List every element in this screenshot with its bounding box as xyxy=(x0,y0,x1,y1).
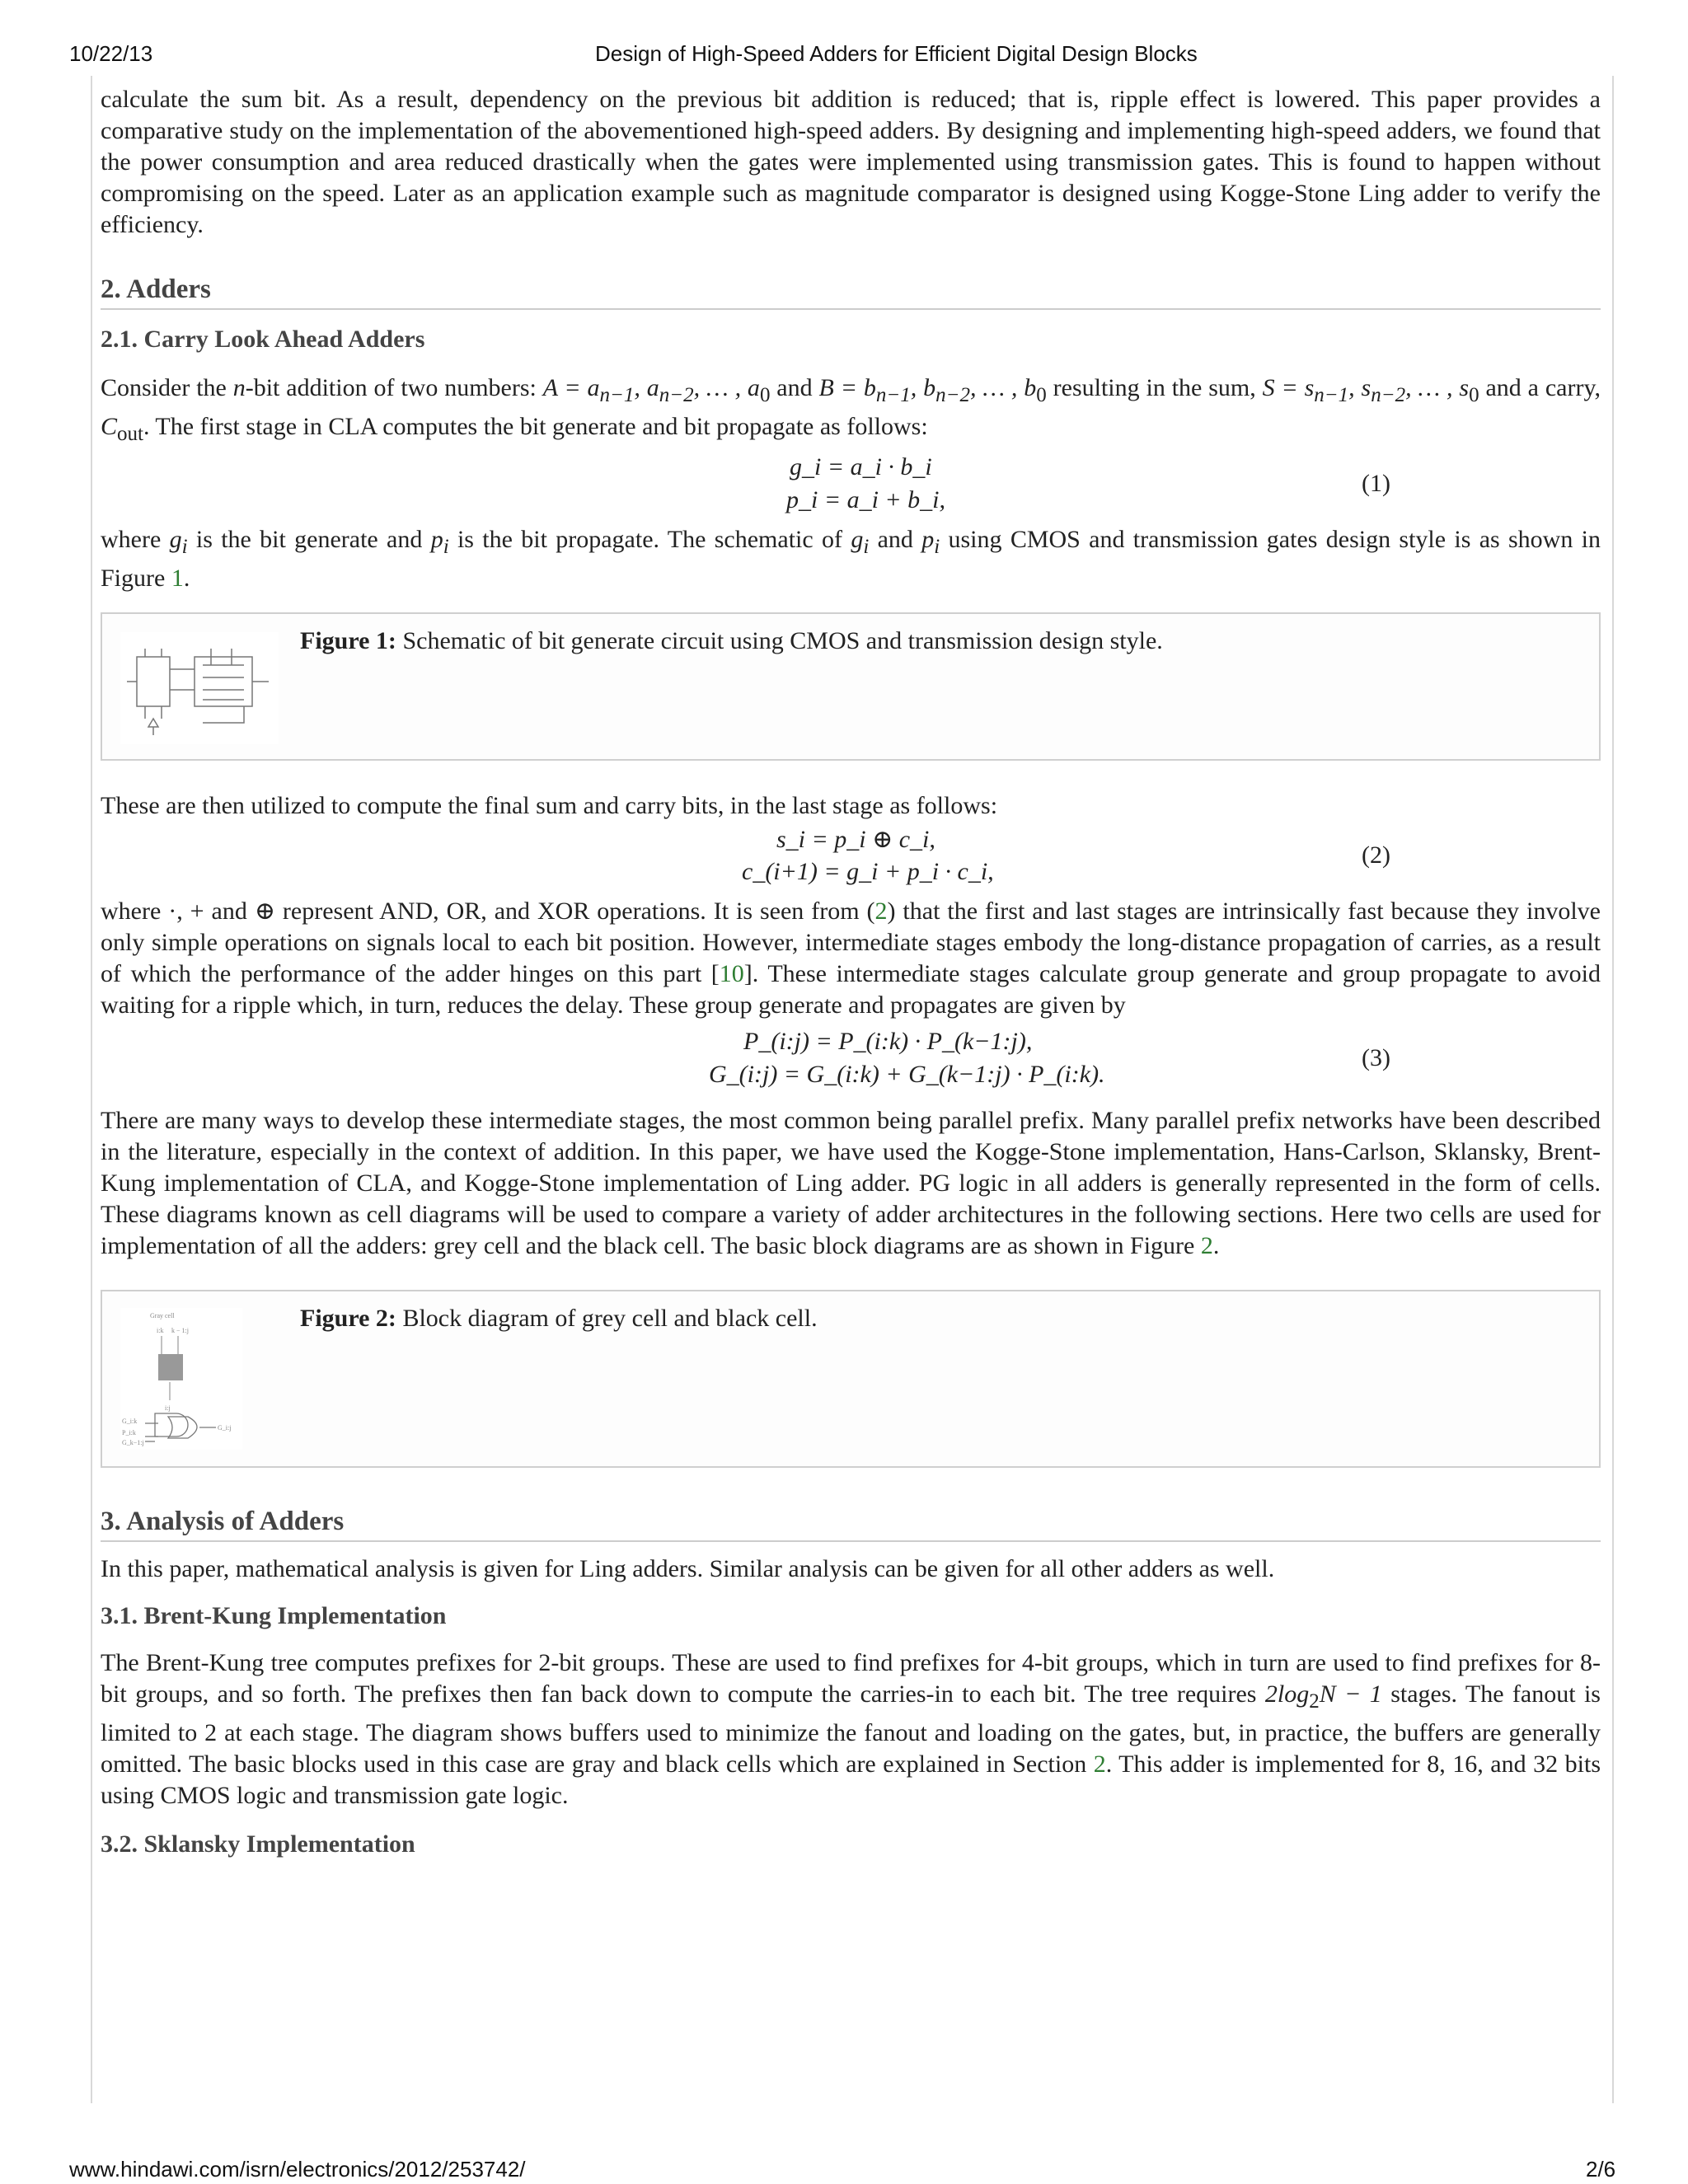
fig2-gout-text: G_i:j xyxy=(218,1424,232,1432)
header-title: Design of High-Speed Adders for Efficient Digital Design Blocks xyxy=(595,41,1198,66)
figure-1-box xyxy=(101,612,1601,761)
equation-3-number: (3) xyxy=(1362,1044,1390,1071)
section-2-link[interactable]: 2 xyxy=(1093,1750,1106,1778)
cla-paragraph-3: These are then utilized to compute the final sum and carry bits, in the last stage as follows: xyxy=(101,792,998,819)
fig2-in2-text: k − 1:j xyxy=(171,1327,189,1334)
equation-3-line-2: G_(i:j) = G_(i:k) + G_(k−1:j) · P_(i:k). xyxy=(709,1061,1105,1088)
brent-kung-paragraph: The Brent-Kung tree computes prefixes for 2-bit groups. These are used to find prefixes for 4-bit groups, which in turn are used to find prefixes for 8-bit groups, and so forth. The prefixes then fan back down to compute the carries-in to each bit. The tree requires $2\log_2N - 1$ stages. The fanout is limited to 2 at each stage. The diagram shows buffers used to minimize the fanout and loading on the gates, but, in practice, the buffers are generally omitted. The basic blocks used in this case are gray and black cells which are explained in Section 2. This adder is implemented for 8, 16, and 32 bits using CMOS logic and transmission gate logic. xyxy=(101,1649,1601,1809)
equation-1-line-2: p_i = a_i + b_i, xyxy=(786,486,945,513)
footer-page-number: 2/6 xyxy=(1586,2157,1616,2182)
subsection-heading-cla: 2.1. Carry Look Ahead Adders xyxy=(101,326,425,353)
cla-paragraph-1: Consider the n-bit addition of two numbers: $A = a_{n-1}$, $a_{n-2}$, … , $a_0$ and $B = b_{n-1}$, $b_{n-2}$, … , $b_0$ resulting in the sum, $S = s_{n-1}$, $s_{n-2}$, … , $s_0$ and a carry, $C_{out}$. The first stage in CLA computes the bit generate and bit propagate as follows: xyxy=(101,374,1601,445)
equation-2-line-2: c_(i+1) = g_i + p_i · c_i, xyxy=(742,858,994,885)
figure-1-caption: Figure 1: Schematic of bit generate circuit using CMOS and transmission design style. xyxy=(300,627,1163,654)
figure-2-link[interactable]: 2 xyxy=(1200,1232,1213,1259)
figure-2-box xyxy=(101,1290,1601,1468)
intro-paragraph: calculate the sum bit. As a result, dependency on the previous bit addition is reduced; that is, ripple effect is lowered. This paper provides a comparative study on the implementation of the abovementioned high-speed adders. By designing and implementing high-speed adders, we found that the power consumption and area reduced drastically when the gates were implemented using transmission gates. This is found to happen without compromising on the speed. Later as an application example such as magnitude comparator is designed using Kogge-Stone Ling adder to verify the efficiency. xyxy=(101,86,1601,238)
subsection-heading-sklansky: 3.2. Sklansky Implementation xyxy=(101,1830,415,1858)
equation-2 xyxy=(101,825,1601,888)
analysis-paragraph-1: In this paper, mathematical analysis is given for Ling adders. Similar analysis can be given for all other adders as well. xyxy=(101,1555,1275,1582)
article-body xyxy=(101,84,1601,1861)
equation-1-number: (1) xyxy=(1362,470,1390,497)
equation-3-line-1: P_(i:j) = P_(i:k) · P_(k−1:j), xyxy=(743,1028,1033,1055)
section-heading-analysis: 3. Analysis of Adders xyxy=(101,1504,1601,1542)
fig2-out-text: i:j xyxy=(165,1404,171,1412)
equation-1 xyxy=(101,453,1601,516)
equation-2-line-1: s_i = p_i ⊕ c_i, xyxy=(776,826,935,853)
subsection-heading-brent-kung: 3.1. Brent-Kung Implementation xyxy=(101,1602,447,1629)
fig2-g2-text: P_i:k xyxy=(122,1429,136,1436)
reference-10-link[interactable]: 10 xyxy=(719,960,744,987)
equation-2-link[interactable]: 2 xyxy=(874,898,888,925)
fig2-g3-text: G_k−1:j xyxy=(122,1439,144,1446)
header-date: 10/22/13 xyxy=(69,41,153,66)
figure-1-link[interactable]: 1 xyxy=(171,565,184,592)
section-heading-adders: 2. Adders xyxy=(101,272,1601,310)
equation-3 xyxy=(101,1028,1601,1090)
fig2-title-text: Gray cell xyxy=(150,1312,175,1319)
figure-1-thumbnail[interactable] xyxy=(120,632,279,744)
cla-paragraph-2: where $g_i$ is the bit generate and $p_i$ is the bit propagate. The schematic of $g_i$ and $p_i$ using CMOS and transmission gates design style is as shown in Figure 1. xyxy=(101,526,1601,592)
figure-2-thumbnail[interactable] xyxy=(120,1308,242,1450)
footer-url[interactable]: www.hindawi.com/isrn/electronics/2012/253742/ xyxy=(69,2157,526,2182)
figure-2-caption: Figure 2: Block diagram of grey cell and black cell. xyxy=(300,1305,818,1332)
equation-1-line-1: g_i = a_i · b_i xyxy=(790,453,932,480)
fig2-in1-text: i:k xyxy=(157,1327,164,1334)
equation-2-number: (2) xyxy=(1362,841,1390,869)
cla-paragraph-5: There are many ways to develop these intermediate stages, the most common being parallel prefix. Many parallel prefix networks have been described in the literature, especially in the context of addition. In this paper, we have used the Kogge-Stone implementation, Hans-Carlson, Sklansky, Brent-Kung implementation of CLA, and Kogge-Stone implementation of Ling adder. PG logic in all adders is generally represented in the form of cells. These diagrams known as cell diagrams will be used to compare a variety of adder architectures in the following sections. Here two cells are used for implementation of all the adders: grey cell and the black cell. The basic block diagrams are as shown in Figure 2. xyxy=(101,1107,1601,1259)
cla-paragraph-4: where ·, + and ⊕ represent AND, OR, and XOR operations. It is seen from (2) that the first and last stages are intrinsically fast because they involve only simple operations on signals local to each bit position. However, intermediate stages embody the long-distance propagation of carries, as a result of which the performance of the adder hinges on this part [10]. These intermediate stages calculate group generate and group propagate to avoid waiting for a ripple which, in turn, reduces the delay. These group generate and propagates are given by xyxy=(101,898,1601,1019)
fig2-g1-text: G_i:k xyxy=(122,1418,138,1425)
